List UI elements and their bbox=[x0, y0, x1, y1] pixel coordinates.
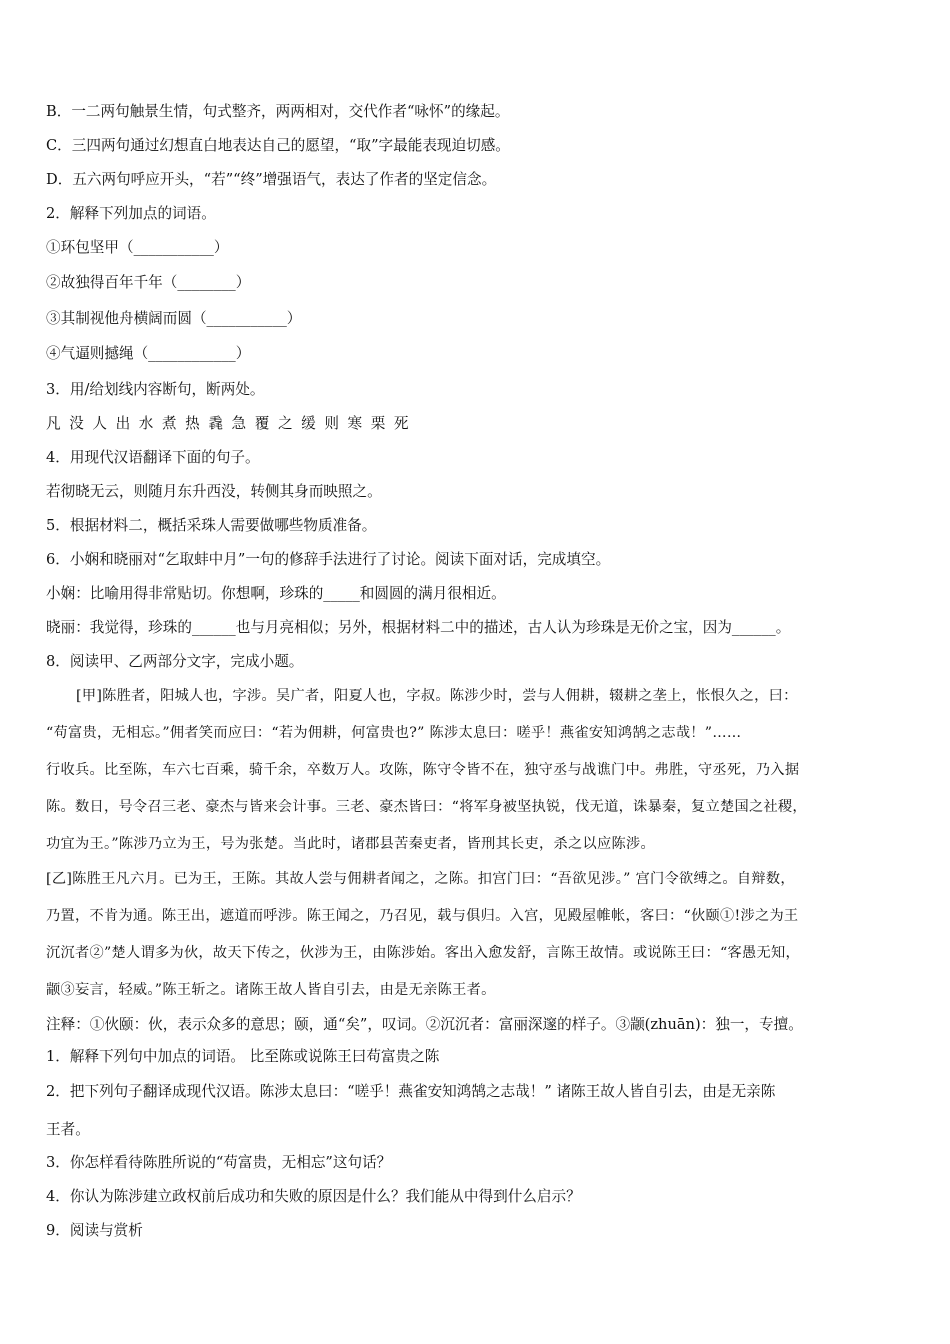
sub-question-4: 4．你认为陈涉建立政权前后成功和失败的原因是什么？我们能从中得到什么启示？ bbox=[46, 1188, 581, 1205]
passage-yi-line: 颛③妄言，轻威。”陈王斩之。诸陈王故人皆自引去，由是无亲陈王者。 bbox=[46, 982, 496, 998]
question-9: 9．阅读与赏析 bbox=[46, 1222, 143, 1239]
blank-item-3: ③其制视他舟横阔而圆（___________） bbox=[46, 310, 302, 327]
sub-question-2: 2．把下列句子翻译成现代汉语。陈涉太息曰：“嗟乎！燕雀安知鸿鹄之志哉！” 诸陈王故人皆自引去，由是无亲陈 bbox=[46, 1083, 776, 1100]
blank-item-2: ②故独得百年千年（________） bbox=[46, 274, 251, 291]
passage-jia-line: [甲]陈胜者，阳城人也，字涉。吴广者，阳夏人也，字叔。陈涉少时，尝与人佣耕，辍耕之垄上，怅恨久之，曰： bbox=[76, 688, 798, 704]
passage-jia-line: 功宜为王。”陈涉乃立为王，号为张楚。当此时，诸郡县苦秦吏者，皆刑其长吏，杀之以应陈涉。 bbox=[46, 836, 655, 852]
sub-question-2-cont: 王者。 bbox=[46, 1121, 90, 1138]
question-4: 4．用现代汉语翻译下面的句子。 bbox=[46, 449, 260, 466]
passage-yi-line: [乙]陈胜王凡六月。已为王，王陈。其故人尝与佣耕者闻之，之陈。扣宫门曰：“吾欲见涉。” 宫门令欲缚之。自辩数， bbox=[46, 871, 795, 887]
option-d: D．五六两句呼应开头，“若”“终”增强语气，表达了作者的坚定信念。 bbox=[46, 171, 497, 188]
dialogue-xiaoxian: 小娴：比喻用得非常贴切。你想啊，珍珠的_____和圆圆的满月很相近。 bbox=[46, 585, 506, 602]
question-3: 3．用/给划线内容断句，断两处。 bbox=[46, 381, 265, 398]
passage-yi-line: 沉沉者②”楚人谓多为伙，故天下传之，伙涉为王，由陈涉始。客出入愈发舒，言陈王故情。或说陈王曰：“客愚无知， bbox=[46, 945, 800, 961]
passage-jia-line: 陈。数日，号令召三老、豪杰与皆来会计事。三老、豪杰皆曰：“将军身被坚执锐，伐无道，诛暴秦，复立楚国之社稷， bbox=[46, 799, 807, 815]
question-6: 6．小娴和晓丽对“乞取蚌中月”一句的修辞手法进行了讨论。阅读下面对话，完成填空。 bbox=[46, 551, 611, 568]
question-5: 5．根据材料二，概括采珠人需要做哪些物质准备。 bbox=[46, 517, 377, 534]
passage-jia-line: 行收兵。比至陈，车六七百乘，骑千余，卒数万人。攻陈，陈守令皆不在，独守丞与战谯门中。弗胜，守丞死，乃入据 bbox=[46, 762, 800, 778]
blank-item-4: ④气逼则撼绳（____________） bbox=[46, 345, 251, 362]
translate-sentence: 若彻晓无云，则随月东升西没，转侧其身而映照之。 bbox=[46, 483, 382, 500]
passage-yi-line: 乃置，不肯为通。陈王出，遮道而呼涉。陈王闻之，乃召见，载与俱归。入宫，见殿屋帷帐，客曰：“伙颐①!涉之为王 bbox=[46, 908, 799, 924]
sub-question-1: 1．解释下列句中加点的词语。 比至陈或说陈王曰苟富贵之陈 bbox=[46, 1048, 440, 1065]
passage-jia-line: “苟富贵，无相忘。”佣者笑而应曰：“若为佣耕，何富贵也?” 陈涉太息曰：嗟乎！燕雀安知鸿鹄之志哉！”…… bbox=[46, 725, 742, 741]
option-c: C．三四两句通过幻想直白地表达自己的愿望，“取”字最能表现迫切感。 bbox=[46, 137, 510, 154]
punctuation-text: 凡没人出水煮热毳急覆之缓则寒栗死 bbox=[46, 415, 418, 432]
option-b: B．一二两句触景生情，句式整齐，两两相对，交代作者“咏怀”的缘起。 bbox=[46, 103, 510, 120]
question-8: 8．阅读甲、乙两部分文字，完成小题。 bbox=[46, 653, 304, 670]
question-2: 2．解释下列加点的词语。 bbox=[46, 205, 216, 222]
sub-question-3: 3．你怎样看待陈胜所说的“苟富贵，无相忘”这句话？ bbox=[46, 1154, 392, 1171]
dialogue-xiaoli: 晓丽：我觉得，珍珠的______也与月亮相似；另外，根据材料二中的描述，古人认为珍珠是无价之宝，因为______。 bbox=[46, 619, 791, 636]
blank-item-1: ①环包坚甲（___________） bbox=[46, 239, 229, 256]
annotation-notes: 注释：①伙颐：伙，表示众多的意思；颐，通“矣”，叹词。②沉沉者：富丽深邃的样子。③颛(zhuān)：独一，专擅。 bbox=[46, 1016, 803, 1033]
